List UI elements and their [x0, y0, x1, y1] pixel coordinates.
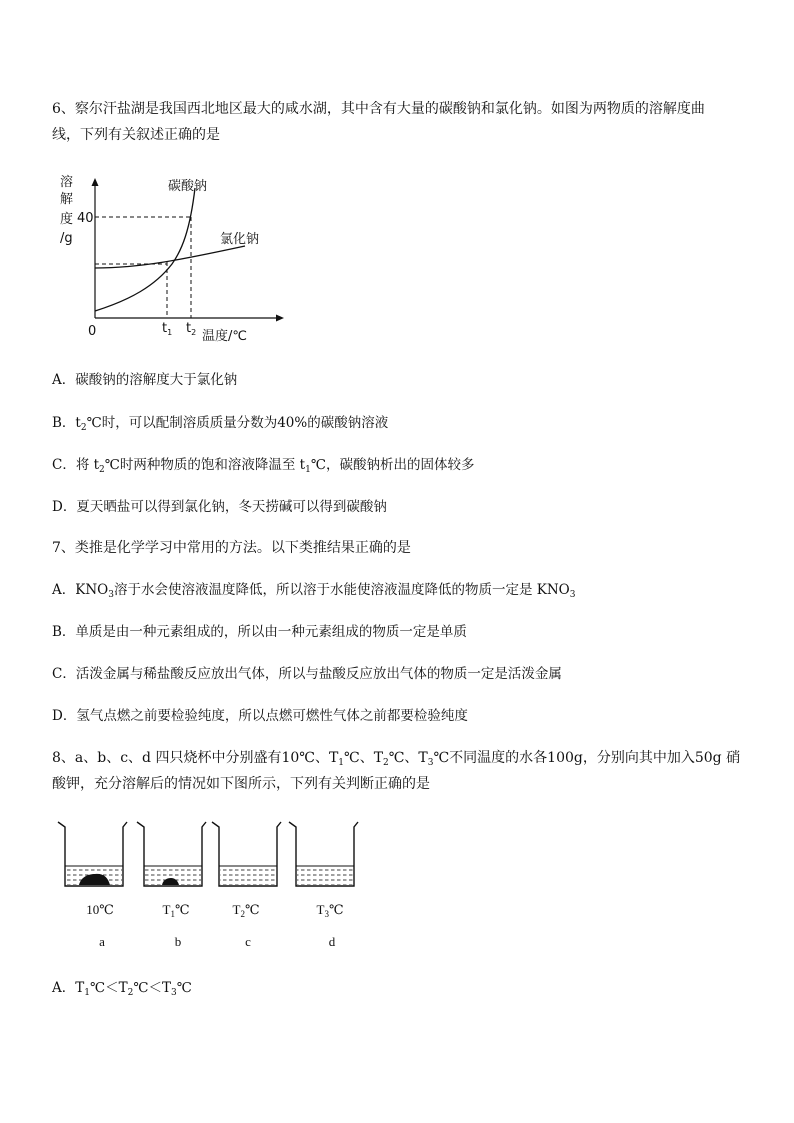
q8-stem-line1: 8、a、b、c、d 四只烧杯中分别盛有10℃、$T_1℃$、$T_2℃$、$T_3℃$不同温度的水各100g，分别向其中加入50g 硝 — [52, 750, 741, 768]
x-axis-label: 温度/℃ — [202, 329, 247, 344]
solubility-chart — [50, 168, 290, 348]
beaker-d-label: d — [328, 934, 336, 949]
beaker-c-label: c — [245, 934, 251, 949]
q6-option-a: A．碳酸钠的溶解度大于氯化钠 — [52, 372, 238, 388]
origin-label: 0 — [88, 324, 97, 339]
beaker-a-label: a — [99, 934, 105, 949]
beakers-figure — [55, 818, 365, 893]
beaker-c — [212, 822, 281, 886]
q7-option-b: B．单质是由一种元素组成的，所以由一种元素组成的物质一定是单质 — [52, 624, 467, 640]
y-label-char-2: 解 — [60, 192, 74, 207]
q8-stem-line2: 酸钾，充分溶解后的情况如下图所示，下列有关判断正确的是 — [52, 776, 430, 792]
q7-option-c: C．活泼金属与稀盐酸反应放出气体，所以与盐酸反应放出气体的物质一定是活泼金属 — [52, 666, 562, 682]
sodium-chloride-curve — [95, 246, 245, 268]
beaker-a-temp: 10℃ — [86, 902, 114, 917]
series-label-sodium-carbonate: 碳酸钠 — [168, 179, 208, 194]
beaker-c-temp: $T_2℃$ — [232, 902, 260, 919]
beaker-b-temp: $T_1℃$ — [162, 902, 190, 919]
q6-stem-line1: 6、察尔汗盐湖是我国西北地区最大的咸水湖，其中含有大量的碳酸钠和氯化钠。如图为两物质的溶解度曲 — [52, 101, 705, 117]
q6-option-c: C．将 $t_2℃$时两种物质的饱和溶液降温至 $t_1℃$，碳酸钠析出的固体较多 — [52, 457, 475, 475]
q6-stem-line2: 线，下列有关叙述正确的是 — [52, 127, 220, 143]
q6-option-b: B．$t_2℃$时，可以配制溶质质量分数为40%的碳酸钠溶液 — [52, 415, 389, 433]
q7-option-a: A．$KNO_3$溶于水会使溶液温度降低，所以溶于水能使溶液温度降低的物质一定是 $KNO_3$ — [52, 582, 576, 600]
series-label-sodium-chloride: 氯化钠 — [220, 232, 260, 247]
q7-stem: 7、类推是化学学习中常用的方法。以下类推结果正确的是 — [52, 540, 411, 556]
sodium-carbonate-curve — [95, 188, 195, 311]
beaker-d-temp: $T_3℃$ — [316, 902, 344, 919]
y-axis-arrow — [92, 178, 99, 186]
beaker-b-label: b — [174, 934, 182, 949]
x-tick-t1: $t_1$ — [162, 321, 173, 337]
y-tick-40: 40 — [77, 211, 94, 226]
x-axis-arrow — [276, 315, 284, 322]
q7-option-d: D．氢气点燃之前要检验纯度，所以点燃可燃性气体之前都要检验纯度 — [52, 708, 468, 724]
beaker-b — [137, 822, 206, 886]
y-label-char-1: 溶 — [60, 175, 74, 190]
q6-option-d: D．夏天晒盐可以得到氯化钠，冬天捞碱可以得到碳酸钠 — [52, 499, 387, 515]
q8-option-a: A．$T_1℃<T_2℃<T_3℃$ — [52, 980, 192, 998]
y-label-char-3: 度 — [60, 212, 74, 227]
beaker-a — [58, 822, 127, 886]
x-tick-t2: $t_2$ — [186, 321, 197, 337]
y-label-char-4: /g — [60, 231, 73, 246]
beaker-d — [289, 822, 358, 886]
